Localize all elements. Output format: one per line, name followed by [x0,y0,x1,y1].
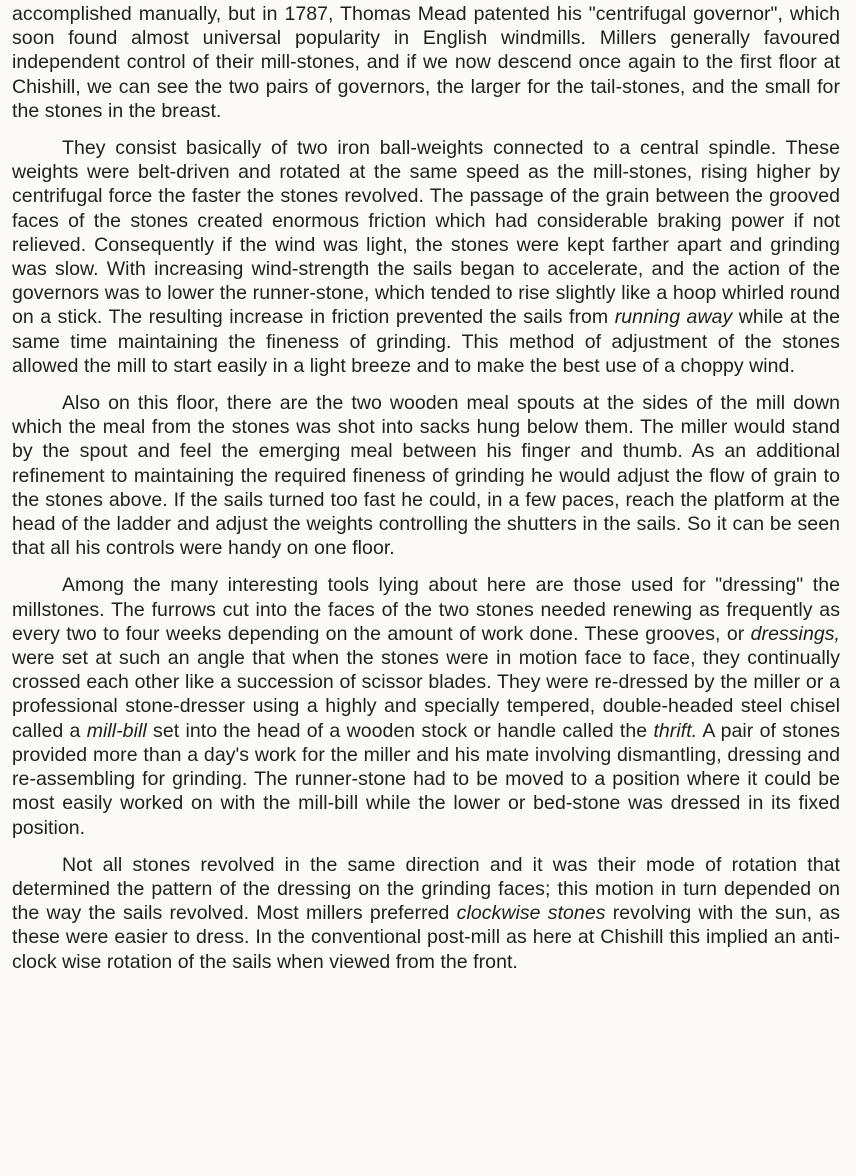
paragraph-1-text: accomplished manually, but in 1787, Thomas Mead patented his "centrifugal governor", which soon found almost universal popularity in English windmills. Millers generally favoured independent control of their mill-stones, and if we now descend once again to the first floor at Chishill, we can see the two pairs of governors, the larger for the tail-stones, and the small for the stones in the breast. [12,3,840,122]
emphasis-mill-bill: mill-bill [86,719,147,742]
emphasis-running-away: running away [614,306,733,329]
emphasis-thrift: thrift. [653,719,698,742]
paragraph-4-text-d: A pair of stones provided more than a day's work for the miller and his mate involving dismantling, dressing and re-assembling for grinding. The runner-stone had to be moved to a position where it could be most easily worked on with the mill-bill while the lower or bed-stone was dressed in its fixed position. [12,719,840,839]
paragraph-1 [12,2,840,123]
paragraph-5-text-a: Not all stones revolved in the same direction and it was their mode of rotation that determined the pattern of the dressing on the grinding faces; this motion in turn depended on the way the sails revolved. Most millers preferred [12,853,840,925]
paragraph-2-text-a: They consist basically of two iron ball-weights connected to a central spindle. These weights were belt-driven and rotated at the same speed as the mill-stones, rising higher by centrifugal force the faster the stones revolved. The passage of the grain between the grooved faces of the stones created enormous friction which had considerable braking power if not relieved. Consequently if the wind was light, the stones were kept farther apart and grinding was slow. With increasing wind-strength the sails began to accelerate, and the action of the governors was to lower the runner-stone, which tended to rise slightly like a hoop whirled round on a stick. The resulting increase in friction prevented the sails from [12,137,840,329]
paragraph-4 [12,573,840,839]
paragraph-5-text-b: revolving with the sun, as these were easier to dress. In the conventional post-mill as here at Chishill this implied an anti-clock wise rotation of the sails when viewed from the front. [12,902,840,973]
paragraph-3-text: Also on this floor, there are the two wooden meal spouts at the sides of the mill down which the meal from the stones was shot into sacks hung below them. The miller would stand by the spout and feel the emerging meal between his finger and thumb. As an additional refinement to maintaining the required fineness of grinding he would adjust the flow of grain to the stones above. If the sails turned too fast he could, in a few paces, reach the platform at the head of the ladder and adjust the weights controlling the shutters in the sails. So it can be seen that all his controls were handy on one floor. [12,392,840,560]
paragraph-2-text-b: while at the same time maintaining the fineness of grinding. This method of adjustment of the stones allowed the mill to start easily in a light breeze and to make the best use of a choppy wind. [12,306,840,377]
paragraph-3 [12,391,840,560]
paragraph-5 [12,853,840,974]
emphasis-clockwise-stones: clockwise stones [456,902,606,925]
emphasis-dressings: dressings, [750,622,840,645]
paragraph-4-text-c: set into the head of a wooden stock or handle called the [146,719,654,742]
paragraph-4-text-a: Among the many interesting tools lying about here are those used for "dressing" the millstones. The furrows cut into the faces of the two stones needed renewing as frequently as every two to four weeks depending on the amount of work done. These grooves, or [12,574,840,645]
paragraph-4-text-b: were set at such an angle that when the stones were in motion face to face, they continually crossed each other like a succession of scissor blades. They were re-dressed by the miller or a professional stone-dresser using a highly and specially tempered, double-headed steel chisel called a [12,647,840,742]
paragraph-2 [12,136,840,378]
